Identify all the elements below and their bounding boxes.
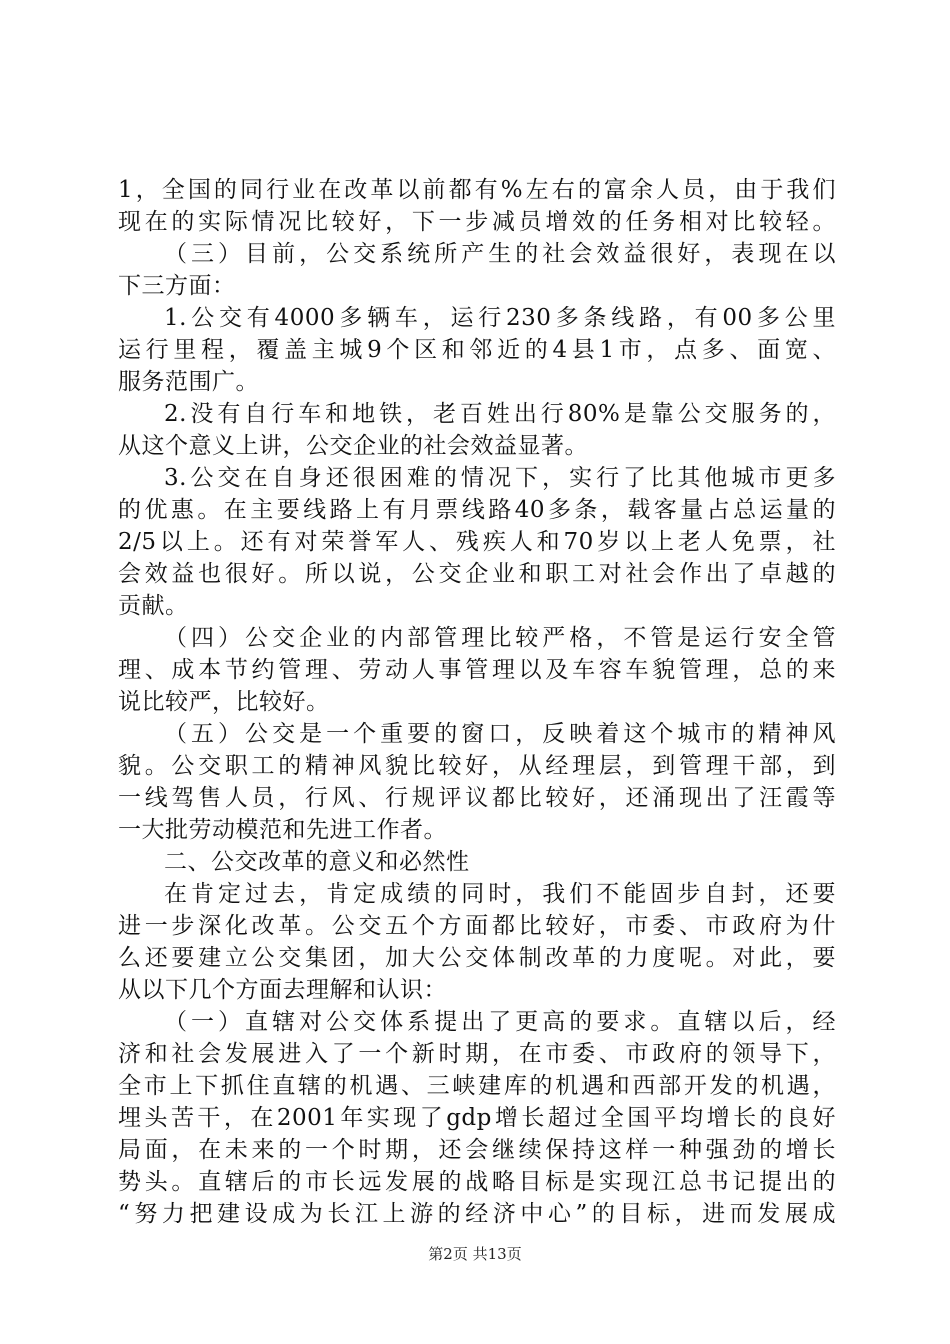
text-line: 进一步深化改革。公交五个方面都比较好，市委、市政府为什 bbox=[118, 913, 836, 939]
text-line: 1.公交有4000多辆车，运行230多条线路，有00多公里 bbox=[164, 305, 836, 331]
text-line: 势头。直辖后的市长远发展的战略目标是实现江总书记提出的 bbox=[118, 1169, 836, 1195]
text-line: 贡献。 bbox=[118, 593, 189, 619]
text-line: 局面，在未来的一个时期，还会继续保持这样一种强劲的增长 bbox=[118, 1137, 836, 1163]
text-line: （三）目前，公交系统所产生的社会效益很好，表现在以 bbox=[164, 241, 836, 267]
text-line: （一）直辖对公交体系提出了更高的要求。直辖以后，经 bbox=[164, 1009, 836, 1035]
text-line: 会效益也很好。所以说，公交企业和职工对社会作出了卓越的 bbox=[118, 561, 836, 587]
text-line: 1，全国的同行业在改革以前都有%左右的富余人员，由于我们 bbox=[118, 177, 836, 203]
text-line: 现在的实际情况比较好，下一步减员增效的任务相对比较轻。 bbox=[118, 209, 836, 235]
text-line: 理、成本节约管理、劳动人事管理以及车容车貌管理，总的来 bbox=[118, 657, 836, 683]
text-line: 貌。公交职工的精神风貌比较好，从经理层，到管理干部，到 bbox=[118, 753, 836, 779]
text-line: 从这个意义上讲，公交企业的社会效益显著。 bbox=[118, 433, 588, 459]
text-line: 的优惠。在主要线路上有月票线路40多条，载客量占总运量的 bbox=[118, 497, 836, 523]
text-line: 全市上下抓住直辖的机遇、三峡建库的机遇和西部开发的机遇， bbox=[118, 1073, 836, 1099]
text-line: 下三方面： bbox=[118, 273, 236, 299]
text-line: 服务范围广。 bbox=[118, 369, 259, 395]
text-line: “努力把建设成为长江上游的经济中心”的目标，进而发展成 bbox=[118, 1201, 836, 1227]
text-line: 从以下几个方面去理解和认识： bbox=[118, 977, 447, 1003]
text-line: 一大批劳动模范和先进工作者。 bbox=[118, 817, 447, 843]
document-body bbox=[118, 174, 836, 1230]
text-line: 2.没有自行车和地铁，老百姓出行80%是靠公交服务的， bbox=[164, 401, 836, 427]
text-line: （五）公交是一个重要的窗口，反映着这个城市的精神风 bbox=[164, 721, 836, 747]
text-line: 运行里程，覆盖主城9个区和邻近的4县1市，点多、面宽、 bbox=[118, 337, 836, 363]
text-line: 3.公交在自身还很困难的情况下，实行了比其他城市更多 bbox=[164, 465, 836, 491]
page-number-footer: 第2页 共13页 bbox=[428, 1245, 522, 1263]
text-line: 济和社会发展进入了一个新时期，在市委、市政府的领导下， bbox=[118, 1041, 836, 1067]
section-heading: 二、公交改革的意义和必然性 bbox=[164, 849, 470, 875]
text-line: 在肯定过去，肯定成绩的同时，我们不能固步自封，还要 bbox=[164, 881, 836, 907]
text-line: 说比较严，比较好。 bbox=[118, 689, 330, 715]
text-line: 埋头苦干，在2001年实现了gdp增长超过全国平均增长的良好 bbox=[118, 1105, 836, 1131]
text-line: 2/5以上。还有对荣誉军人、残疾人和70岁以上老人免票，社 bbox=[118, 529, 836, 555]
text-line: 么还要建立公交集团，加大公交体制改革的力度呢。对此，要 bbox=[118, 945, 836, 971]
text-line: （四）公交企业的内部管理比较严格，不管是运行安全管 bbox=[164, 625, 836, 651]
text-line: 一线驾售人员，行风、行规评议都比较好，还涌现出了汪霞等 bbox=[118, 785, 836, 811]
